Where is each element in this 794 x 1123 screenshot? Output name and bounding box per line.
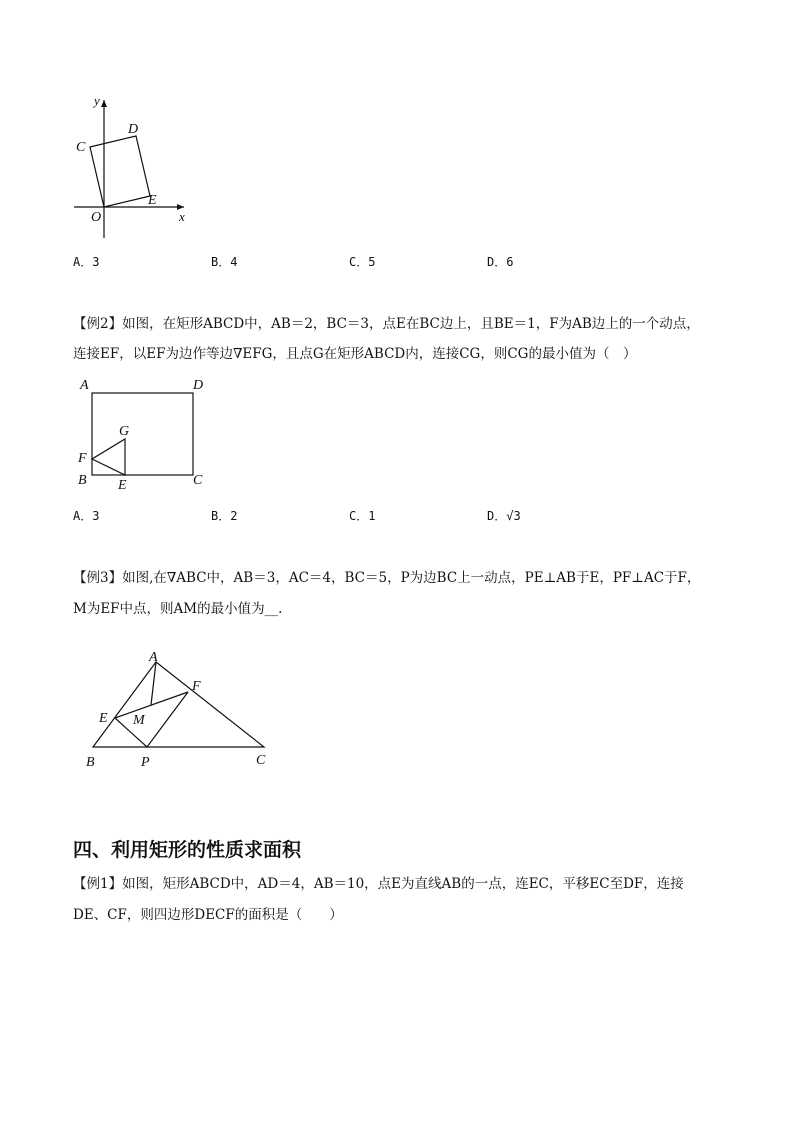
option-c: C．5 (349, 255, 376, 269)
option-d: D．√3 (487, 509, 521, 523)
option-a: A．3 (73, 509, 100, 523)
section-heading: 四、利用矩形的性质求面积 (73, 839, 302, 861)
label-g: G (119, 424, 130, 439)
section4-example1-line2: DE、CF，则四边形DECF的面积是（ ） (73, 907, 343, 923)
option-d: D．6 (487, 255, 514, 269)
option-c: C．1 (349, 509, 376, 523)
label-f: F (78, 451, 87, 466)
figure-coordinate-square (66, 90, 196, 240)
label-e: E (118, 478, 127, 493)
square-odce (90, 136, 150, 207)
label-o: O (91, 210, 102, 225)
label-c: C (76, 140, 86, 155)
option-a: A．3 (73, 255, 100, 269)
label-x: x (179, 209, 185, 224)
option-b: B．4 (211, 255, 238, 269)
label-p: P (141, 755, 150, 770)
label-c: C (193, 473, 203, 488)
label-f: F (192, 679, 201, 694)
rectangle-abcd (92, 393, 193, 475)
label-b: B (78, 473, 87, 488)
example3-line1: 【例3】如图,在∇ABC中，AB＝3，AC＝4，BC＝5，P为边BC上一动点，PE⊥AB于E，PF⊥AC于F， (73, 570, 701, 586)
label-c: C (256, 753, 266, 768)
figure-rectangle-abcd (70, 372, 220, 494)
example2-line1: 【例2】如图，在矩形ABCD中，AB＝2，BC＝3，点E在BC边上，且BE＝1，F为AB边上的一个动点， (73, 316, 700, 332)
label-e: E (148, 193, 157, 208)
label-b: B (86, 755, 95, 770)
label-e: E (99, 711, 108, 726)
figure-triangle-abc (76, 640, 276, 772)
label-d: D (128, 122, 139, 137)
y-arrow (101, 100, 107, 107)
label-m: M (133, 713, 145, 728)
label-a: A (80, 378, 89, 393)
label-a: A (149, 650, 158, 665)
section4-example1-line1: 【例1】如图，矩形ABCD中，AD＝4，AB＝10，点E为直线AB的一点，连EC，平移EC至DF，连接 (73, 876, 684, 892)
option-b: B．2 (211, 509, 238, 523)
label-y: y (94, 93, 100, 108)
triangle-efg (92, 439, 125, 475)
example2-line2: 连接EF，以EF为边作等边∇EFG，且点G在矩形ABCD内，连接CG，则CG的最小值为（ ） (73, 346, 637, 362)
example3-line2: M为EF中点，则AM的最小值为__. (73, 601, 283, 617)
label-d: D (193, 378, 204, 393)
